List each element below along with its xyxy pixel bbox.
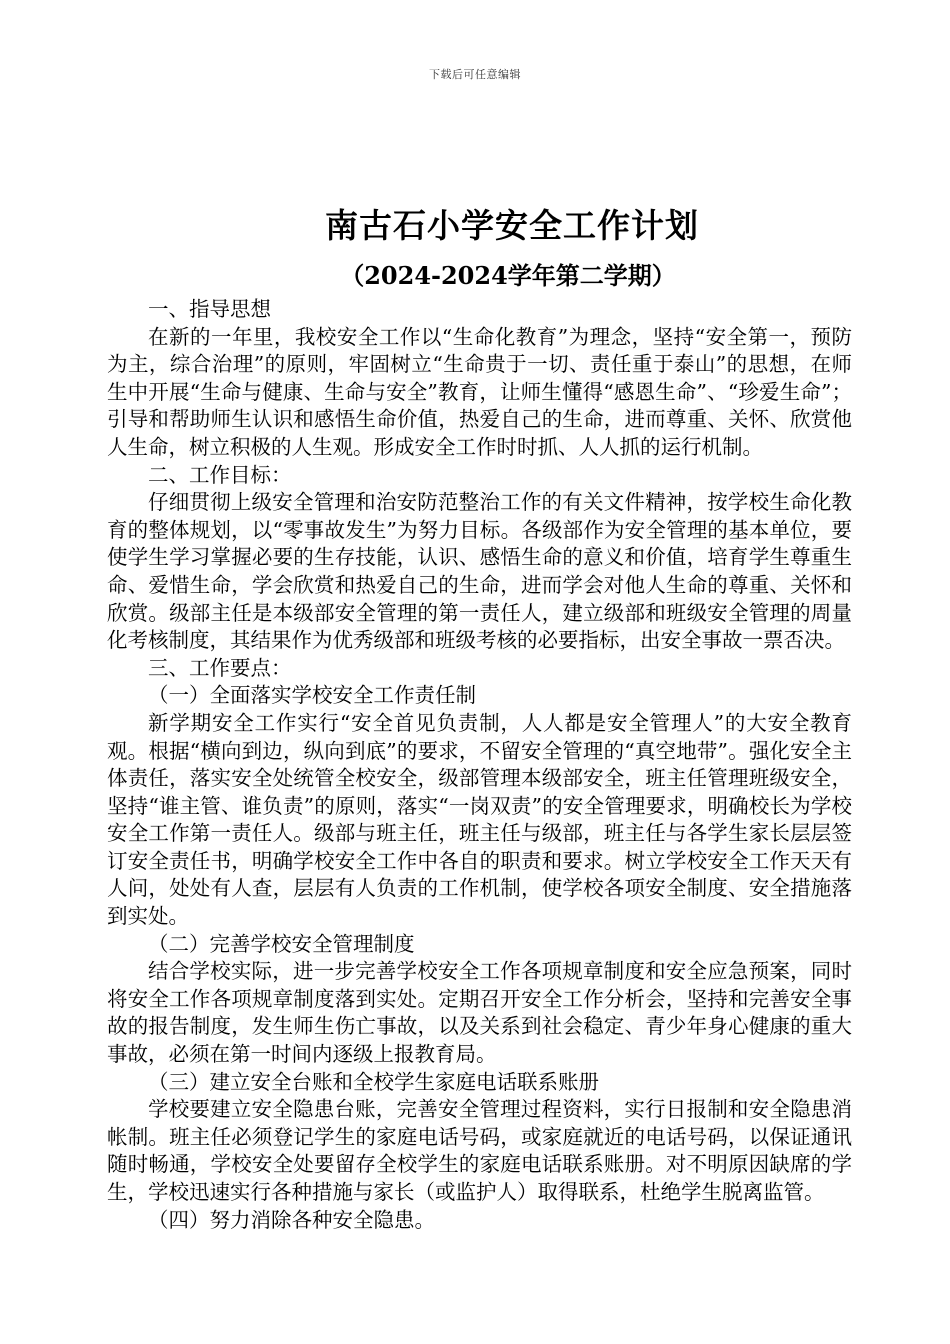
- body-paragraph: 结合学校实际，进一步完善学校安全工作各项规章制度和安全应急预案，同时将安全工作各项规章制度落到实处。定期召开安全工作分析会，坚持和完善安全事故的报告制度，发生师生伤亡事故，以及关系到社会稳定、青少年身心健康的重大事故，必须在第一时间内逐级上报教育局。: [107, 959, 852, 1067]
- subsection-heading: （四）努力消除各种安全隐患。: [148, 1207, 435, 1232]
- header-note: 下载后可任意编辑: [429, 68, 521, 81]
- section-heading: 三、工作要点：: [148, 655, 292, 680]
- body-paragraph: 学校要建立安全隐患台账，完善安全管理过程资料，实行日报制和安全隐患消帐制。班主任必须登记学生的家庭电话号码，或家庭就近的电话号码，以保证通讯随时畅通，学校安全处要留存全校学生的家庭电话联系账册。对不明原因缺席的学生，学校迅速实行各种措施与家长（或监护人）取得联系，杜绝学生脱离监管。: [107, 1097, 852, 1204]
- section-heading: 一、指导思想: [148, 297, 271, 321]
- document-subtitle: （2024-2024学年第二学期）: [340, 261, 676, 290]
- body-paragraph: 仔细贯彻上级安全管理和治安防范整治工作的有关文件精神，按学校生命化教育的整体规划，以“零事故发生”为努力目标。各级部作为安全管理的基本单位，要使学生学习掌握必要的生存技能，认识、感悟生命的意义和价值，培育学生尊重生命、爱惜生命，学会欣赏和热爱自己的生命，进而学会对他人生命的尊重、关怀和欣赏。级部主任是本级部安全管理的第一责任人，建立级部和班级安全管理的周量化考核制度，其结果作为优秀级部和班级考核的必要指标，出安全事故一票否决。: [107, 490, 852, 653]
- document-body: [107, 296, 852, 1234]
- subsection-heading: （一）全面落实学校安全工作责任制: [148, 683, 476, 708]
- document-title: 南古石小学安全工作计划: [325, 206, 699, 245]
- subsection-heading: （三）建立安全台账和全校学生家庭电话联系账册: [148, 1069, 599, 1094]
- body-paragraph: 在新的一年里，我校安全工作以“生命化教育”为理念，坚持“安全第一，预防为主，综合治理”的原则，牢固树立“生命贵于一切、责任重于泰山”的思想，在师生中开展“生命与健康、生命与安全”教育，让师生懂得“感恩生命”、“珍爱生命”；引导和帮助师生认识和感悟生命价值，热爱自己的生命，进而尊重、关怀、欣赏他人生命，树立积极的人生观。形成安全工作时时抓、人人抓的运行机制。: [107, 324, 852, 459]
- subsection-heading: （二）完善学校安全管理制度: [148, 931, 415, 956]
- body-paragraph: 新学期安全工作实行“安全首见负责制，人人都是安全管理人”的大安全教育观。根据“横向到边，纵向到底”的要求，不留安全管理的“真空地带”。强化安全主体责任，落实安全处统管全校安全，级部管理本级部安全，班主任管理班级安全，坚持“谁主管、谁负责”的原则，落实“一岗双责”的安全管理要求，明确校长为学校安全工作第一责任人。级部与班主任，班主任与级部，班主任与各学生家长层层签订安全责任书，明确学校安全工作中各自的职责和要求。树立学校安全工作天天有人问，处处有人查，层层有人负责的工作机制，使学校各项安全制度、安全措施落到实处。: [107, 710, 852, 929]
- section-heading: 二、工作目标：: [148, 462, 292, 487]
